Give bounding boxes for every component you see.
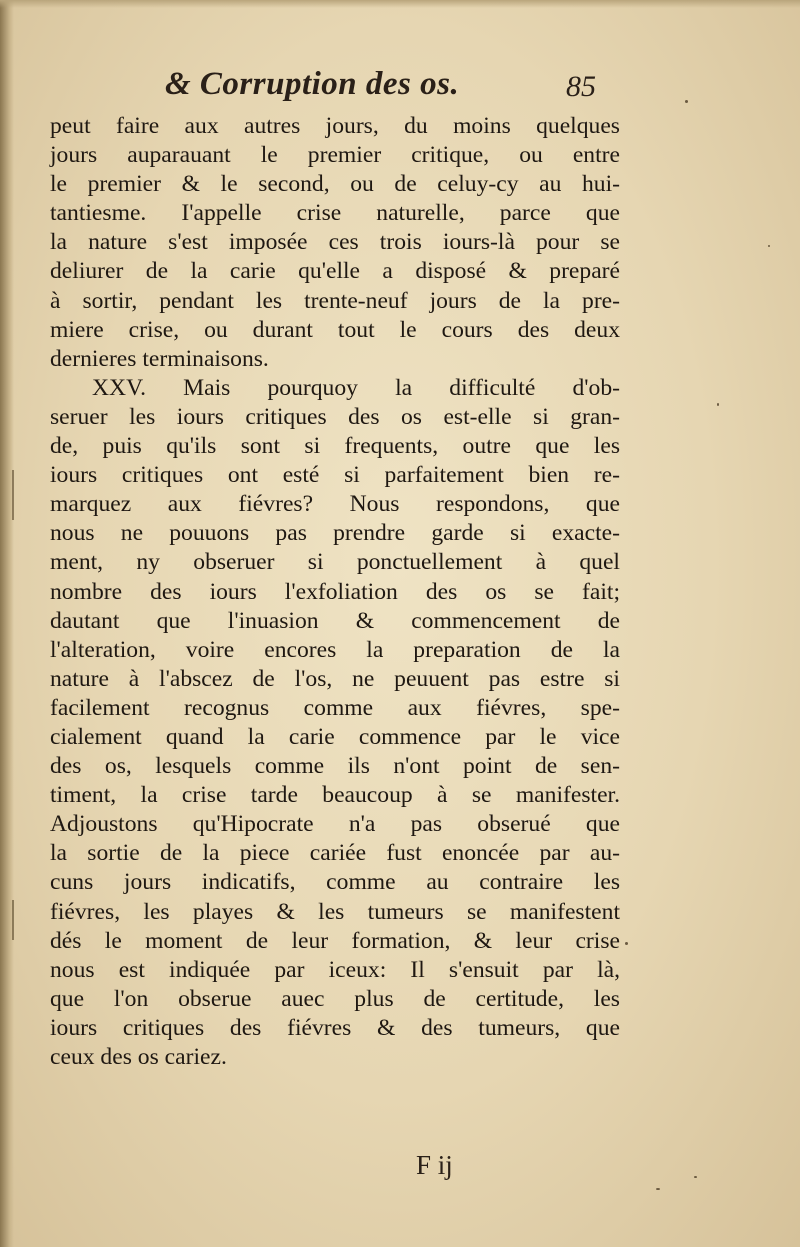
text-line: que l'on obserue auec plus de certitude, les <box>50 985 620 1012</box>
text-line: dautant que l'inuasion & commencement de <box>50 607 620 634</box>
text-line: deliurer de la carie qu'elle a disposé & preparé <box>50 258 620 285</box>
paper-speck <box>768 245 770 247</box>
section-start-line: XXV. Mais pourquoy la difficulté d'ob- <box>92 374 620 401</box>
paper-speck <box>717 403 719 406</box>
text-line: marquez aux fiévres? Nous respondons, que <box>50 491 620 518</box>
page-top-edge <box>0 0 800 8</box>
text-line: dés le moment de leur formation, & leur crise <box>50 927 620 954</box>
text-line: à sortir, pendant les trente-neuf jours de la pre- <box>50 287 620 314</box>
text-line: timent, la crise tarde beaucoup à se manifester. <box>50 782 620 809</box>
body-text <box>50 112 620 1072</box>
text-line: l'alteration, voire encores la preparation de la <box>50 636 620 663</box>
text-line: le premier & le second, ou de celuy-cy au hui- <box>50 171 620 198</box>
paper-speck <box>685 100 688 103</box>
page-header <box>0 66 800 116</box>
paper-speck <box>656 1188 660 1190</box>
margin-mark <box>12 900 14 940</box>
text-line: des os, lesquels comme ils n'ont point de sen- <box>50 753 620 780</box>
text-line: tantiesme. I'appelle crise naturelle, parce que <box>50 200 620 227</box>
text-line: nombre des iours l'exfoliation des os se fait; <box>50 578 620 605</box>
text-line: miere crise, ou durant tout le cours des deux <box>50 316 620 343</box>
margin-mark <box>12 470 14 520</box>
text-line: nous ne pouuons pas prendre garde si exacte- <box>50 520 620 547</box>
text-line: ment, ny obseruer si ponctuellement à quel <box>50 549 620 576</box>
text-line: Adjoustons qu'Hipocrate n'a pas obserué que <box>50 811 620 838</box>
text-line: peut faire aux autres jours, du moins quelques <box>50 113 620 139</box>
running-head: & Corruption des os. <box>165 66 460 102</box>
text-line: la nature s'est imposée ces trois iours-là pour se <box>50 229 620 256</box>
text-line: ceux des os cariez. <box>50 1044 227 1070</box>
page-number: 85 <box>566 70 596 103</box>
text-line: fiévres, les playes & les tumeurs se manifestent <box>50 898 620 925</box>
text-line: nature à l'abscez de l'os, ne peuuent pas estre si <box>50 665 620 692</box>
text-line: jours auparauant le premier critique, ou entre <box>50 142 620 169</box>
binding-gutter <box>0 0 14 1247</box>
text-line: dernieres terminaisons. <box>50 345 269 372</box>
text-line: iours critiques des fiévres & des tumeurs, que <box>50 1014 620 1041</box>
text-line: nous est indiquée par iceux: Il s'ensuit par là, <box>50 956 620 983</box>
text-line: la sortie de la piece cariée fust enoncée par au- <box>50 840 620 867</box>
text-line: facilement recognus comme aux fiévres, spe- <box>50 694 620 721</box>
text-line: cuns jours indicatifs, comme au contraire les <box>50 869 620 896</box>
paper-speck <box>625 942 628 945</box>
text-line: cialement quand la carie commence par le vice <box>50 723 620 750</box>
text-line: de, puis qu'ils sont si frequents, outre que les <box>50 433 620 460</box>
text-line: iours critiques ont esté si parfaitement bien re- <box>50 462 620 489</box>
signature-mark: F ij <box>416 1150 453 1180</box>
text-line: seruer les iours critiques des os est-elle si gran- <box>50 403 620 430</box>
paper-speck <box>694 1176 697 1178</box>
